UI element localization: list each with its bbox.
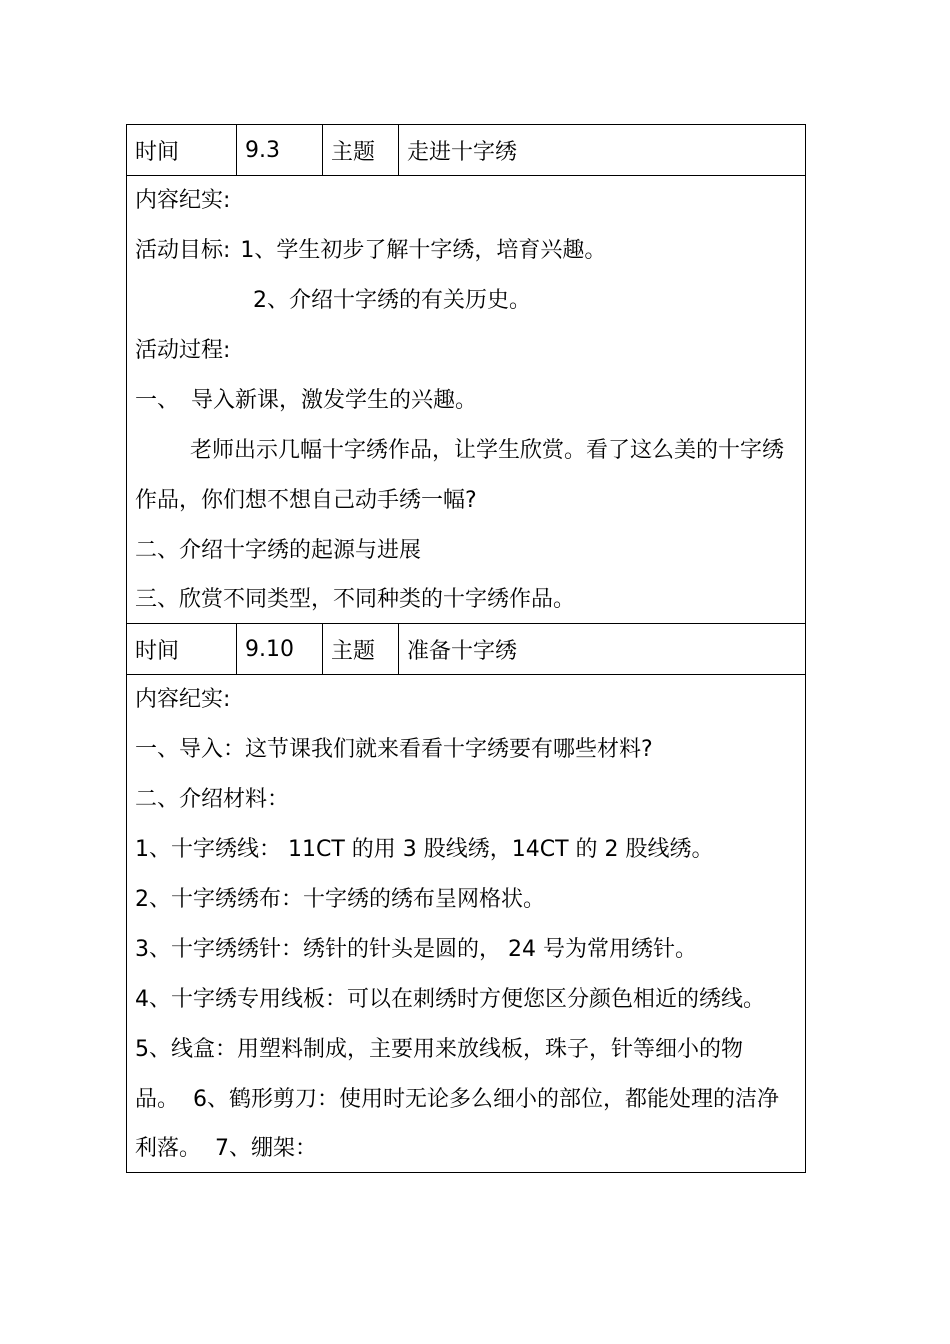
record-header-row	[127, 125, 806, 176]
step-line	[135, 376, 797, 426]
record-content-cell	[127, 675, 806, 1173]
content-fragment: 6、鹤形剪刀：使用时无论多么细小的部位，都能处理的洁净	[193, 1087, 780, 1112]
paragraph-line: 作品，你们想不想自己动手绣一幅?	[135, 488, 477, 513]
content-line: 5、线盒：用塑料制成，主要用来放线板，珠子，针等细小的物	[135, 1037, 743, 1062]
process-label: 活动过程:	[135, 338, 231, 363]
step-line: 二、介绍十字绣的起源与进展	[135, 538, 422, 563]
time-value: 9.3	[237, 125, 323, 176]
content-line: 2、十字绣绣布：十字绣的绣布呈网格状。	[135, 887, 545, 912]
record-content-cell	[127, 176, 806, 624]
time-label: 时间	[127, 125, 237, 176]
record-content-row	[127, 176, 806, 624]
goal-item: 2、介绍十字绣的有关历史。	[253, 288, 531, 313]
goal-label: 活动目标:	[135, 238, 231, 263]
content-line	[135, 1075, 797, 1125]
paragraph-line: 老师出示几幅十字绣作品，让学生欣赏。看了这么美的十字绣	[190, 438, 785, 463]
content-fragment: 利落。	[135, 1136, 202, 1161]
topic-value: 走进十字绣	[399, 125, 806, 176]
content-label: 内容纪实:	[135, 188, 231, 213]
content-line	[135, 1125, 797, 1172]
time-label: 时间	[127, 624, 237, 675]
content-fragment: 7、绷架：	[215, 1136, 318, 1161]
content-line: 1、十字绣线： 11CT 的用 3 股线绣，14CT 的 2 股线绣。	[135, 837, 714, 862]
goal-item: 1、学生初步了解十字绣，培育兴趣。	[240, 238, 607, 263]
step-line: 三、欣赏不同类型，不同种类的十字绣作品。	[135, 587, 576, 612]
topic-value: 准备十字绣	[399, 624, 806, 675]
content-line: 一、导入：这节课我们就来看看十字绣要有哪些材料?	[135, 737, 653, 762]
content-line: 3、十字绣绣针：绣针的针头是圆的， 24 号为常用绣针。	[135, 937, 697, 962]
record-content-row	[127, 675, 806, 1173]
content-line: 二、介绍材料：	[135, 787, 290, 812]
topic-label: 主题	[323, 624, 399, 675]
step-number: 一、	[135, 388, 180, 413]
time-value: 9.10	[237, 624, 323, 675]
content-label: 内容纪实:	[135, 687, 231, 712]
record-header-row	[127, 624, 806, 675]
topic-label: 主题	[323, 125, 399, 176]
activity-record-table	[126, 124, 806, 1173]
step-text: 导入新课，激发学生的兴趣。	[191, 388, 478, 413]
content-line: 4、十字绣专用线板：可以在刺绣时方便您区分颜色相近的绣线。	[135, 987, 765, 1012]
content-fragment: 品。	[135, 1087, 180, 1112]
goal-line	[135, 226, 797, 276]
